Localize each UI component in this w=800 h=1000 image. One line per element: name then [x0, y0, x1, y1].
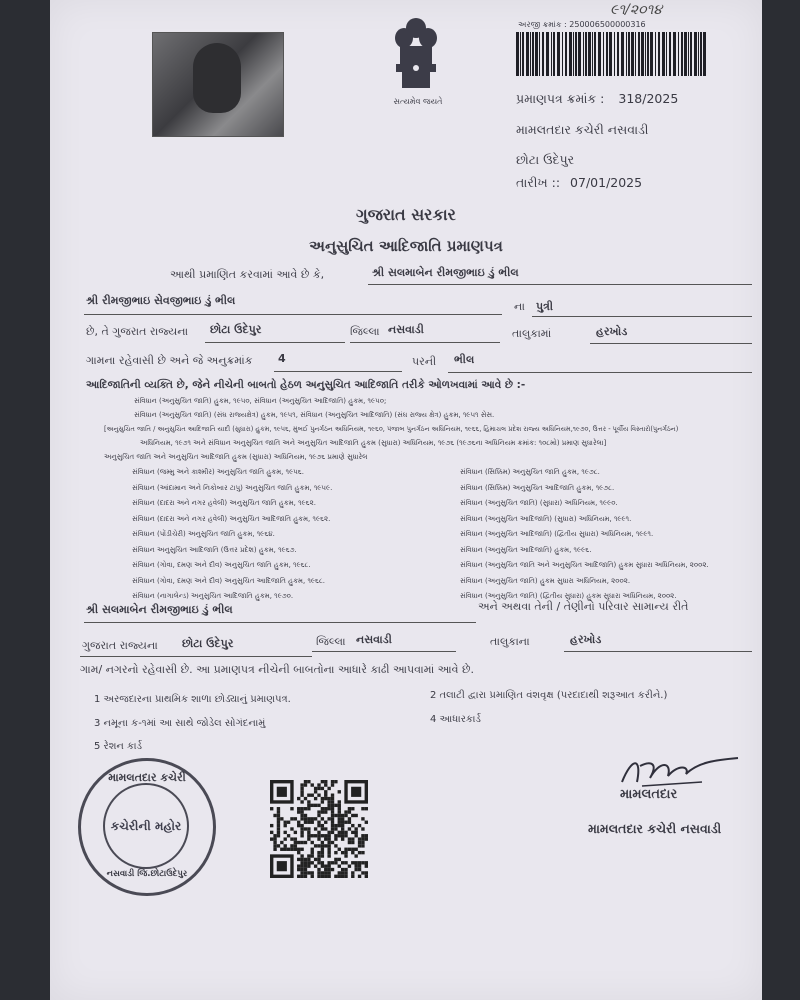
seal-center-text: કચેરીની મહોર	[110, 818, 182, 833]
relation-suffix: ના	[514, 300, 525, 313]
document-item: 4 આધારકાર્ડ	[430, 714, 481, 725]
order-line: અનુસુચિત જાતિ અને અનુસુચિત આદિજાતિ હુકમ (સુધારા) અધિનિયમ, ૧૯૭૬ પ્રમાણે સુધારેલ	[104, 453, 368, 461]
handwritten-number: ૯૧/૨૦૧૪	[610, 2, 663, 18]
order-line: સંવિધાન (અનુસુચિત જાતિ) (સુધારા) અધિનિયમ, ૧૯૯૦.	[460, 499, 618, 507]
order-line: સંવિધાન (અનુસુચિત જાતિ) (દ્વિતીય સુધારા) હુકમ સુધારા અધિનિયમ, ૨૦૦૨.	[460, 592, 677, 600]
document-item: 1 અરજદારના પ્રાથમિક શાળા છોડ્યાનું પ્રમાણપત્ર.	[94, 694, 291, 705]
order-line: સંવિધાન (અનુસુચિત જાતિ અને અનુસુચિત આદિજાતિ) હુકમ સુધારા અધિનિયમ, ૨૦૦૨.	[460, 561, 709, 569]
on-label: પરની	[412, 355, 437, 368]
applicant-photo	[152, 32, 284, 137]
national-emblem-icon	[386, 14, 446, 94]
order-line: સંવિધાન (ગોવા, દમણ અને દીવ) અનુસુચિત જાતિ હુકમ, ૧૯૬૮.	[132, 561, 311, 569]
seal-top-text: મામલતદાર કચેરી	[108, 771, 186, 784]
order-line: સંવિધાન (અનુસુચિત જાતિ) (સંઘ રાજ્યક્ષેત્ર) હુકમ, ૧૯૫૧, સંવિધાન (અનુસુચિત આદિજાતિ) (સંઘ રાજ્ય ક્ષેત્ર) હુકમ, ૧૯૫૧ સેસ.	[134, 411, 495, 419]
document-item: 3 નમૂના ક-૧માં આ સાથે જોડેલ સોગંદનામું	[94, 718, 266, 729]
order-line: સંવિધાન (દાદરા અને નગર હવેલી) અનુસુચિત આદિજાતિ હુકમ, ૧૯૬૨.	[132, 514, 331, 523]
order-line: [અનુસુચિત જાતિ / અનુસુચિત આદિજાતિ યાદી (સુધારા) હુકમ, ૧૯૫૬, મુંબઈ પુનર્ગઠન અધિનિયમ, ૧૯૬૦, પંજાબ પુનર્ગઠન અધિનિયમ, ૧૯૬૬, હિમાચલ પ્રદેશ રાજ્ય અધિનિયમ,૧૯૭૦, ઉત્તર - પૂર્વીય વિસ્તારો(પુનર્ગઠન)	[104, 425, 679, 433]
emblem-motto: સત્યમેવ જયતે	[393, 97, 443, 106]
cert-number: 318/2025	[618, 91, 679, 106]
taluka-label: તાલુકામાં	[512, 327, 552, 340]
barcode	[516, 32, 706, 76]
district2-label: જિલ્લા	[316, 635, 346, 648]
village2-value: હરખોડ	[570, 633, 602, 646]
certificate-paper	[50, 0, 762, 1000]
taluka2-label: તાલુકાના	[490, 635, 530, 648]
order-line: સંવિધાન અનુસુચિત આદિજાતિ (ઉત્તર પ્રદેશ) હુકમ, ૧૯૬૭.	[132, 545, 297, 554]
document-item: 2 તલાટી દ્વારા પ્રમાણિત વંશવૃક્ષ (પરદાદાથી શરૂઆત કરીને.)	[430, 690, 668, 701]
qr-code	[270, 780, 368, 878]
village-value: હરખોડ	[596, 325, 628, 338]
seal-bottom-text: નસવાડી જિ.છોટાઉદેપુર	[106, 869, 188, 879]
order-line: સંવિધાન (અનુસુચિત જાતિ) હુકમ સુધારા અધિનિયમ, ૨૦૦૨.	[460, 576, 631, 585]
office-name: મામલતદાર કચેરી નસવાડી	[516, 122, 649, 137]
tribe-declaration: આદિજાતિની વ્યક્તિ છે, જેને નીચેની બાબતો હેઠળ અનુસુચિત આદિજાતિ તરીકે ઓળખવામાં આવે છે :-	[86, 379, 526, 391]
date-row	[516, 175, 642, 191]
state-text: છે, તે ગુજરાત રાજ્યના	[86, 325, 189, 338]
order-line: સંવિધાન (આંદામાન અને નિકોબાર ટાપુ) અનુસુચિત જાતિ હુકમ, ૧૯૫૯.	[132, 483, 333, 492]
district-value: છોટા ઉદેપુર	[210, 323, 262, 336]
office-district: છોટા ઉદેપુર	[516, 152, 575, 167]
signatory-title: મામલતદાર	[620, 787, 678, 802]
order-line: સંવિધાન (નાગાલેન્ડ) અનુસુચિત આદિજાતિ હુકમ, ૧૯૭૦.	[132, 592, 294, 600]
order-line: સંવિધાન (પોંડીચેરી) અનુસુચિત જાતિ હુકમ, ૧૯૬૪.	[132, 530, 275, 538]
signature	[612, 752, 742, 792]
date-label: તારીખ ::	[516, 175, 561, 190]
orders-right-column	[460, 468, 709, 601]
orders-list	[104, 397, 678, 462]
order-line: સંવિધાન (ગોવા, દમણ અને દીવ) અનુસુચિત આદિજાતિ હુકમ, ૧૯૬૮.	[132, 576, 326, 585]
order-line: સંવિધાન (અનુસુચિત આદિજાતિ) (દ્વિતીય સુધારા) અધિનિયમ, ૧૯૯૧.	[460, 530, 654, 538]
district2-value: છોટા ઉદેપુર	[182, 637, 234, 650]
order-line: સંવિધાન (અનુસુચિત જાતિ) હુકમ, ૧૯૫૦, સંવિધાન (અનુસુચિત આદિજાતિ) હુકમ, ૧૯૫૦;	[134, 397, 387, 405]
issue-basis-text: ગામ/ નગરનો રહેવાસી છે. આ પ્રમાણપત્ર નીચેની બાબતોના આધારે કાઢી આપવામાં આવે છે.	[80, 663, 475, 676]
taluka2-value: નસવાડી	[356, 633, 392, 646]
district-label: જિલ્લા	[350, 325, 380, 338]
signatory-office: મામલતદાર કચેરી નસવાડી	[588, 821, 722, 836]
applicant-name: શ્રી સલમાબેન રીમજીભાઇ ડું ભીલ	[372, 266, 519, 279]
relation: પુત્રી	[536, 300, 554, 313]
father-name: શ્રી રીમજીભાઇ સેવજીભાઇ ડું ભીલ	[86, 294, 236, 307]
order-line: સંવિધાન (સિક્કિમ) અનુસુચિત આદિજાતિ હુકમ, ૧૯૭૮.	[460, 483, 615, 492]
order-line: સંવિધાન (સિક્કિમ) અનુસુચિત જાતિ હુકમ, ૧૯૭૮.	[460, 468, 600, 476]
taluka-value: નસવાડી	[388, 323, 424, 336]
application-number: અરજી ક્રમાંક : 250006500000316	[518, 20, 646, 29]
order-line: સંવિધાન (અનુસુચિત આદિજાતિ) (સુધારા) અધિનિયમ, ૧૯૯૧.	[460, 514, 632, 523]
orders-left-column	[132, 468, 332, 601]
document-item: 5 રેશન કાર્ડ	[94, 741, 143, 752]
certify-intro: આથી પ્રમાણિત કરવામાં આવે છે કે,	[170, 268, 325, 281]
order-line: અધિનિયમ, ૧૯૭૧ અને સંવિધાન અનુસુચિત જાતિ અને અનુસુચિત આદિજાતિ હુકમ (સુધારા) અધિનિયમ, ૧૯૭૬ (૧૯૭૬ના અધિનિયમ ક્રમાંક: ૧૦૮મો) પ્રમાણ સુધારેલા]	[140, 439, 607, 447]
order-line: સંવિધાન (અનુસુચિત આદિજાતિ) હુકમ, ૧૯૯૬.	[460, 545, 592, 554]
serial-number: 4	[278, 352, 286, 365]
office-seal	[78, 758, 216, 896]
government-title: ગુજરાત સરકાર	[356, 205, 456, 224]
order-line: સંવિધાન (દાદરા અને નગર હવેલી) અનુસુચિત જાતિ હુકમ, ૧૯૬૨.	[132, 499, 316, 507]
order-line: સંવિધાન (જમ્મુ અને કાશ્મીર) અનુસુચિત જાતિ હુકમ, ૧૯૫૬.	[132, 468, 304, 476]
certificate-number-row	[516, 91, 678, 107]
issue-date: 07/01/2025	[570, 175, 643, 190]
resident-text: ગામના રહેવાસી છે અને જે અનુક્રમાંક	[86, 354, 253, 367]
family-text: અને અથવા તેની / તેણીનો પરિવાર સામાન્ય રીતે	[478, 600, 689, 613]
cert-number-label: પ્રમાણપત્ર ક્રમાંક :	[516, 91, 605, 106]
state2-text: ગુજરાત રાજ્યના	[82, 639, 158, 652]
applicant-name-repeat: શ્રી સલમાબેન રીમજીભાઇ ડું ભીલ	[86, 603, 233, 616]
certificate-title: અનુસુચિત આદિજાતિ પ્રમાણપત્ર	[309, 237, 503, 255]
tribe-name: ભીલ	[454, 353, 475, 366]
